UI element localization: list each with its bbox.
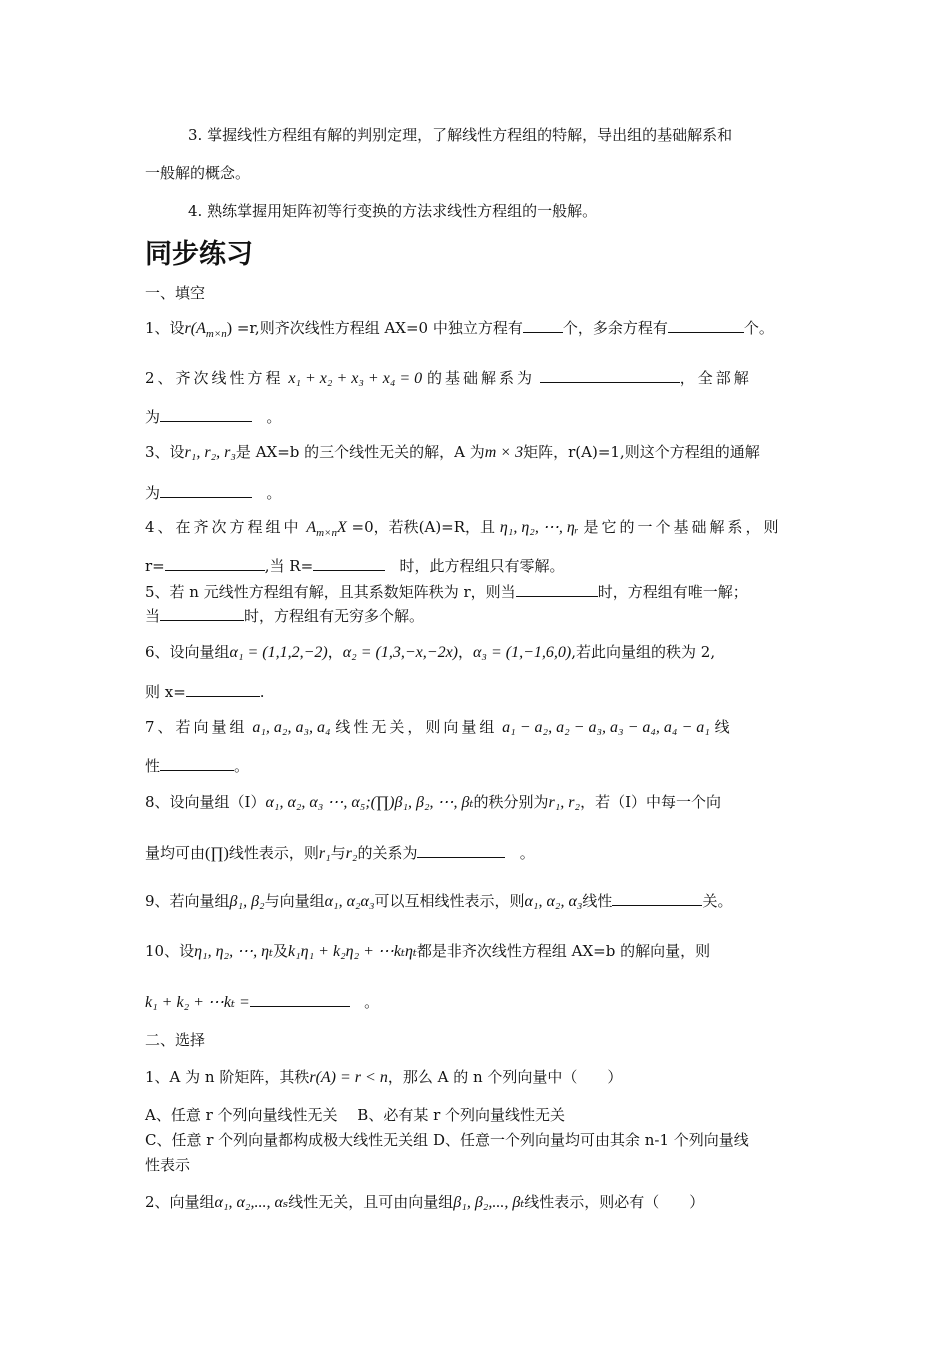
fill-question-5-cont: 当 时，方程组有无穷多个解。: [145, 607, 425, 625]
answer-blank[interactable]: [516, 582, 598, 597]
intro-item-4: 4. 熟练掌握用矩阵初等行变换的方法求线性方程组的一般解。: [188, 202, 598, 220]
fill-question-6: 6、设向量组α₁ = (1,1,2,−2)，α₂ = (1,3,−x,−2x)，α₃ = (1,−1,6,0),若此向量组的秩为 2,: [145, 643, 716, 661]
fill-question-8: 8、设向量组（I）α₁, α₂, α₃ ⋯, α₅;(∏)β₁, β₂, ⋯, βₜ的秩分别为r₁, r₂，若（I）中每一个向: [145, 793, 721, 811]
answer-blank[interactable]: [612, 891, 702, 906]
fill-question-4: 4、在齐次方程组中 $A_{m\times n}X =0$，若秩(A)=R，且 η₁, η₂, ⋯, ηᵣ 是它的一个基础解系，则: [145, 518, 782, 539]
answer-blank[interactable]: [160, 483, 252, 498]
choice-question-2: 2、向量组α₁, α₂,..., αₛ线性无关，且可由向量组β₁, β₂,..., βₜ线性表示，则必有（ ）: [145, 1193, 705, 1211]
choice-options-cd-cont: 性表示: [145, 1156, 191, 1174]
fill-question-5: 5、若 n 元线性方程组有解，且其系数矩阵秩为 r，则当 时，方程组有唯一解；: [145, 583, 748, 601]
fill-question-8-cont: 量均可由(∏)线性表示，则r₁与r₂的关系为 。: [145, 844, 535, 862]
intro-item-3-cont: 一般解的概念。: [145, 164, 251, 182]
answer-blank[interactable]: [186, 682, 260, 697]
choice-options-cd: C、任意 r 个列向量都构成极大线性无关组 D、任意一个列向量均可由其余 n-1 个列向量线: [145, 1131, 749, 1149]
fill-question-2: 2、齐次线性方程 x₁ + x₂ + x₃ + x₄ = 0 的基础解系为 ，全部解: [145, 369, 752, 387]
fill-question-10: 10、设η₁, η₂, ⋯, ηₜ及k₁η₁ + k₂η₂ + ⋯kₜηₜ都是非齐次线性方程组 AX=b 的解向量，则: [145, 942, 711, 960]
fill-question-1: 1、设$r(A_{m\times n}) =r$,则齐次线性方程组 AX=0 中独立方程有 个，多余方程有 个。: [145, 319, 774, 340]
answer-blank[interactable]: [540, 368, 680, 383]
choice-options-ab: A、任意 r 个列向量线性无关 B、必有某 r 个列向量线性无关: [145, 1106, 566, 1124]
section1-label: 一、填空: [145, 284, 206, 302]
fill-question-7-cont: 性 。: [145, 757, 250, 775]
answer-blank[interactable]: [523, 318, 563, 333]
fill-question-7: 7、若向量组 a₁, a₂, a₃, a₄ 线性无关，则向量组 a₁ − a₂, a₂ − a₃, a₃ − a₄, a₄ − a₁ 线: [145, 718, 730, 736]
choice-question-1: 1、A 为 n 阶矩阵，其秩r(A) = r < n，那么 A 的 n 个列向量中（ ）: [145, 1068, 623, 1086]
answer-blank[interactable]: [165, 556, 265, 571]
answer-blank[interactable]: [160, 407, 252, 422]
fill-question-3-cont: 为 。: [145, 484, 282, 502]
fill-question-2-cont: 为 。: [145, 408, 282, 426]
answer-blank[interactable]: [160, 606, 244, 621]
section2-label: 二、选择: [145, 1031, 206, 1049]
answer-blank[interactable]: [417, 843, 505, 858]
fill-question-4-cont: r= ,当 R= 时，此方程组只有零解。: [145, 557, 565, 575]
section-title: 同步练习: [145, 239, 253, 270]
answer-blank[interactable]: [160, 756, 234, 771]
answer-blank[interactable]: [313, 556, 385, 571]
fill-question-6-cont: 则 x= .: [145, 683, 265, 701]
intro-item-3: 3. 掌握线性方程组有解的判别定理，了解线性方程组的特解，导出组的基础解系和: [188, 126, 733, 144]
fill-question-9: 9、若向量组β₁, β₂与向量组α₁, α₂α₃可以互相线性表示，则α₁, α₂, α₃线性 关。: [145, 892, 733, 910]
fill-question-3: 3、设r₁, r₂, r₃是 AX=b 的三个线性无关的解，A 为m × 3矩阵，r(A)=1,则这个方程组的通解: [145, 443, 760, 461]
answer-blank[interactable]: [668, 318, 744, 333]
answer-blank[interactable]: [250, 992, 350, 1007]
fill-question-10-cont: k₁ + k₂ + ⋯kₜ = 。: [145, 993, 380, 1011]
